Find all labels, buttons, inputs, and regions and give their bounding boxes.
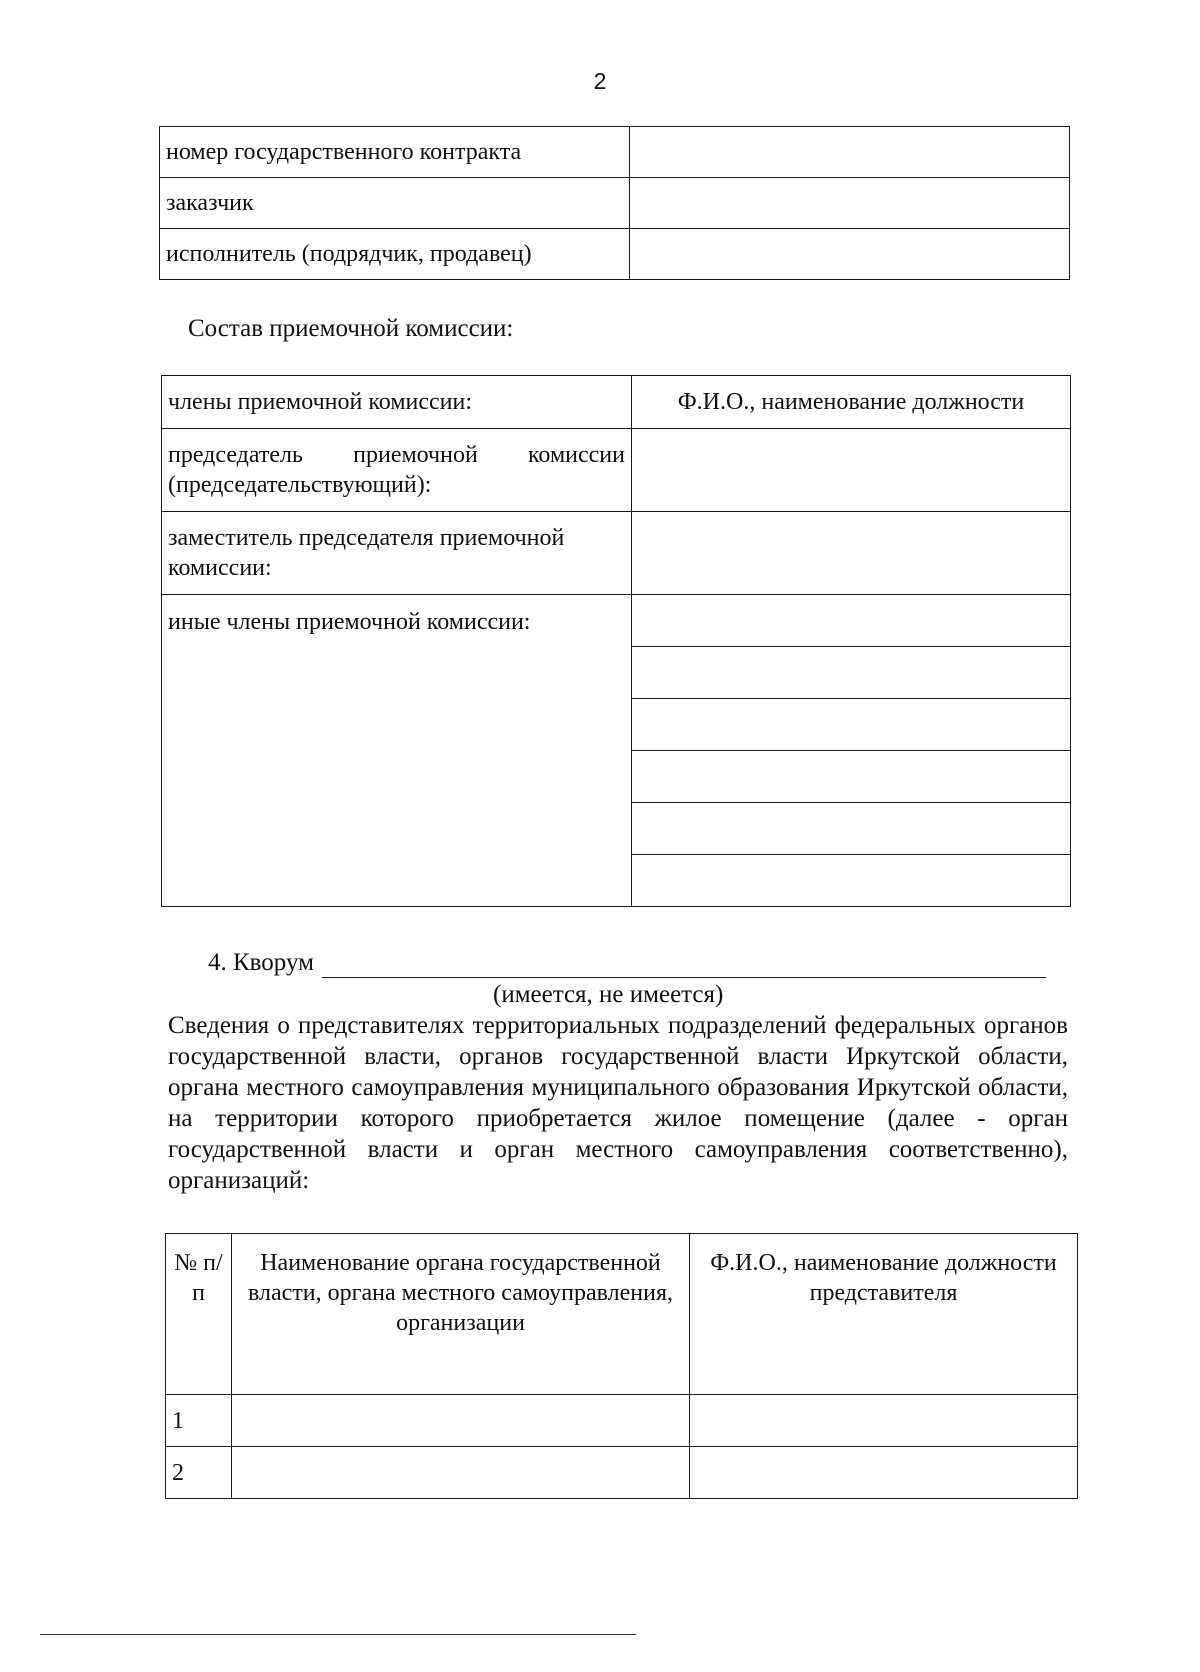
members-header: члены приемочной комиссии: bbox=[162, 376, 632, 429]
table-row bbox=[166, 1395, 1078, 1447]
commission-heading: Состав приемочной комиссии: bbox=[188, 315, 514, 342]
table-row bbox=[160, 229, 1070, 280]
quorum-hint: (имеется, не имеется) bbox=[493, 981, 724, 1008]
representative-cell[interactable] bbox=[690, 1447, 1078, 1499]
other-member-value[interactable] bbox=[632, 803, 1071, 855]
customer-label: заказчик bbox=[160, 178, 630, 229]
table-row bbox=[162, 429, 1071, 512]
contractor-value[interactable] bbox=[630, 229, 1070, 280]
row-number: 1 bbox=[166, 1395, 232, 1447]
organization-cell[interactable] bbox=[232, 1447, 690, 1499]
footer-divider bbox=[40, 1634, 636, 1635]
col-number-header: № п/п bbox=[166, 1234, 232, 1395]
table-row bbox=[162, 595, 1071, 647]
contractor-label: исполнитель (подрядчик, продавец) bbox=[160, 229, 630, 280]
table-row bbox=[162, 512, 1071, 595]
page-number: 2 bbox=[593, 68, 607, 94]
deputy-label: заместитель председателя приемочной комиссии: bbox=[162, 512, 632, 595]
chair-value[interactable] bbox=[632, 429, 1071, 512]
other-member-value[interactable] bbox=[632, 855, 1071, 907]
col-representative-header: Ф.И.О., наименование должности представителя bbox=[690, 1234, 1078, 1395]
quorum-line bbox=[208, 948, 1046, 978]
other-member-value[interactable] bbox=[632, 647, 1071, 699]
representatives-paragraph: Сведения о представителях территориальных подразделений федеральных органов государственной власти, органов государственной власти Иркутской области, органа местного самоуправления муниципального образования Иркутской области, на территории которого приобретается жилое помещение (далее - орган государственной власти и орган местного самоуправления соответственно), организаций: bbox=[168, 1012, 1068, 1194]
col-organization-header: Наименование органа государственной власти, органа местного самоуправления, организации bbox=[232, 1234, 690, 1395]
commission-table bbox=[161, 375, 1071, 907]
contract-number-value[interactable] bbox=[630, 127, 1070, 178]
table-row bbox=[160, 127, 1070, 178]
table-row bbox=[166, 1447, 1078, 1499]
table-row bbox=[166, 1234, 1078, 1395]
contract-number-label: номер государственного контракта bbox=[160, 127, 630, 178]
deputy-value[interactable] bbox=[632, 512, 1071, 595]
customer-value[interactable] bbox=[630, 178, 1070, 229]
representative-cell[interactable] bbox=[690, 1395, 1078, 1447]
table-row bbox=[160, 178, 1070, 229]
other-members-label: иные члены приемочной комиссии: bbox=[162, 595, 632, 907]
organization-cell[interactable] bbox=[232, 1395, 690, 1447]
other-member-value[interactable] bbox=[632, 595, 1071, 647]
row-number: 2 bbox=[166, 1447, 232, 1499]
table-row bbox=[162, 376, 1071, 429]
representatives-table bbox=[165, 1233, 1078, 1499]
contract-info-table bbox=[159, 126, 1070, 280]
other-member-value[interactable] bbox=[632, 751, 1071, 803]
quorum-label: 4. Кворум bbox=[208, 949, 314, 976]
fio-position-header: Ф.И.О., наименование должности bbox=[632, 376, 1071, 429]
chair-label: председатель приемочной комиссии (председательствующий): bbox=[162, 429, 632, 512]
other-member-value[interactable] bbox=[632, 699, 1071, 751]
quorum-blank-field[interactable] bbox=[322, 951, 1046, 978]
